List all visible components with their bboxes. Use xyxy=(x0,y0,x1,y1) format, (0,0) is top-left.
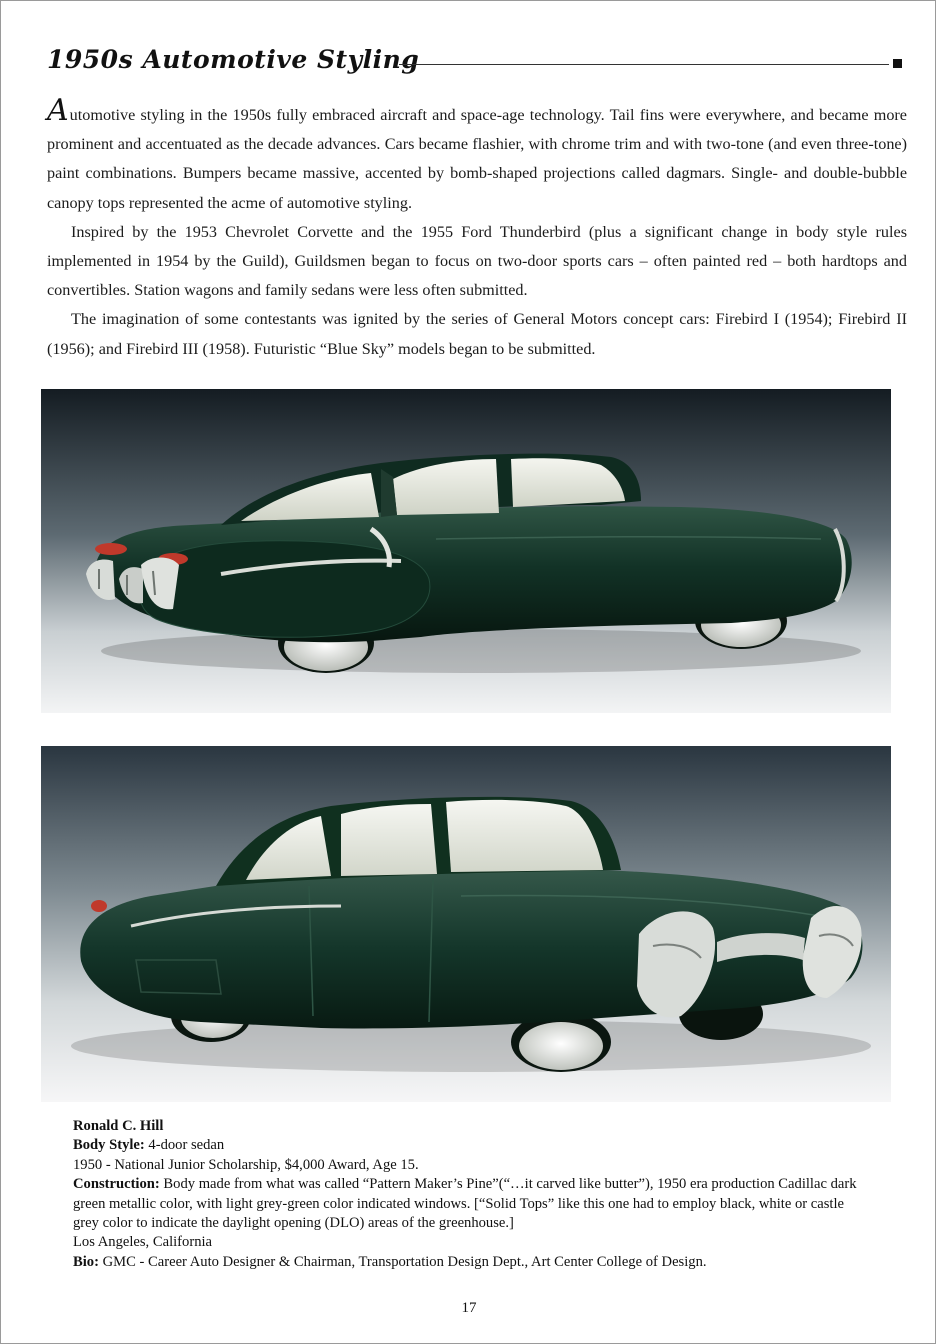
caption-designer-name: Ronald C. Hill xyxy=(73,1118,164,1134)
paragraph-3: The imagination of some contestants was ignited by the series of General Motors concept cars: Firebird I (1954); Firebird II (1956); and Firebird III (1958). Futuristic “Blue Sky” models began to be submitted. xyxy=(47,310,907,358)
body-style-label: Body Style: xyxy=(73,1137,145,1154)
caption-award: 1950 - National Junior Scholarship, $4,000 Award, Age 15. xyxy=(73,1156,419,1173)
caption-bio xyxy=(73,1253,873,1272)
paragraph-1-text: utomotive styling in the 1950s fully embraced aircraft and space-age technology. Tail fins were everywhere, and became more prominent and accentuated as the decade advances. Cars became flashier, with chrome trim and with two-tone (and even three-tone) paint combinations. Bumpers became massive, accented by bomb-shaped projections called dagmars. Single- and double-bubble canopy tops represented the acme of automotive styling. xyxy=(47,106,907,212)
construction-value: Body made from what was called “Pattern Maker’s Pine”(“…it carved like butter”), 1950 era production Cadillac dark green metallic color, with light grey-green color indicated windows. [“Solid Tops” like this one had to employ black, white or castle grey color to indicate the daylight opening (DLO) areas of the greenhouse.] xyxy=(73,1176,857,1232)
title-square-ornament xyxy=(893,59,902,68)
caption-location: Los Angeles, California xyxy=(73,1234,213,1251)
page-title: 1950s Automotive Styling xyxy=(47,45,420,74)
paragraph-2: Inspired by the 1953 Chevrolet Corvette and the 1955 Ford Thunderbird (plus a significant change in body style rules implemented in 1954 by the Guild), Guildsmen began to focus on two-door sports cars – often painted red – both hardtops and convertibles. Station wagons and family sedans were less often submitted. xyxy=(47,222,907,300)
title-row xyxy=(47,45,907,85)
paragraph-1 xyxy=(47,93,907,218)
photo-caption xyxy=(73,1117,873,1272)
bio-value: GMC - Career Auto Designer & Chairman, Transportation Design Dept., Art Center College of Design. xyxy=(102,1253,707,1270)
page-number: 17 xyxy=(461,1300,477,1316)
car-front-illustration xyxy=(41,746,891,1102)
car-rear-illustration xyxy=(41,389,891,713)
car-photo-front-view xyxy=(41,746,891,1102)
car-photo-rear-view xyxy=(41,389,891,713)
bio-label: Bio: xyxy=(73,1253,99,1270)
body-style-value: 4-door sedan xyxy=(148,1137,225,1154)
caption-body-style xyxy=(73,1136,873,1155)
title-rule xyxy=(399,64,889,65)
caption-construction xyxy=(73,1175,873,1233)
construction-label: Construction: xyxy=(73,1176,160,1193)
intro-text xyxy=(47,93,907,364)
drop-cap: A xyxy=(47,93,69,128)
